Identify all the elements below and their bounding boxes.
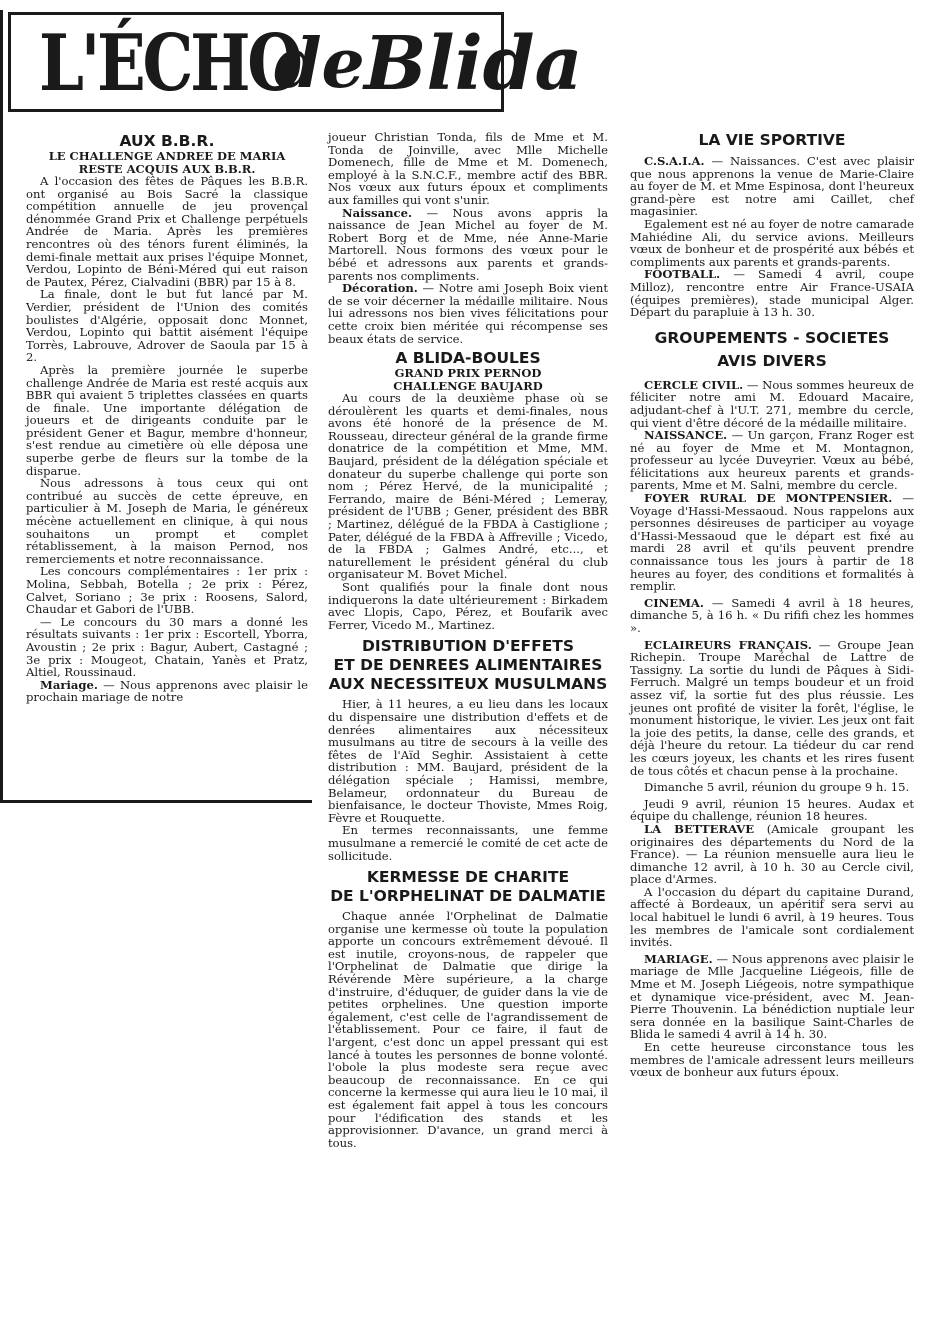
masthead-title-echo: L'ÉCHO — [39, 18, 300, 109]
article-title-kermesse-2: DE L'ORPHELINAT DE DALMATIE — [330, 887, 606, 906]
article-subtitle-bbr-1: LE CHALLENGE ANDREE DE MARIA — [48, 149, 286, 163]
paragraph: Chaque année l'Orphelinat de Dalmatie organise une kermesse où toute la population apporte un concours extrêmement dévoué. Il est inutile, croyons-nous, de rappeler que l'Orphelinat de Dalmatie que dirige la Révérende Mère supérieure, a la charge d'instruire, d'éduquer, de guider dans la vie de petites orphelines. Une question importe également, c'est celle de l'agrandissement de l'établissement. Pour ce faire, il faut de l'argent, c'est donc un appel pressant qui est lancé à toutes les personnes de bonne volonté. l'obole la plus modeste sera reçue avec beaucoup de reconnaissance. En ce qui concerne la kermesse qui aura lieu le 10 mai, il est également fait appel à tous les concours pour l'édification des stands et les approvisionner. D'avance, un grand merci à tous. — [328, 909, 608, 1150]
article-title-bbr: AUX B.B.R. — [119, 132, 215, 150]
paragraph: La finale, dont le but fut lancé par M. Verdier, président de l'Union des comités boulistes d'Algérie, opposait donc Monnet, Verdou, Lopinto qui battit aisément l'équipe Torrès, Labrouve, Adrover de Saoula par 15 à 2. — [26, 287, 308, 365]
paragraph: Au cours de la deuxième phase où se déroulèrent les quarts et demi-finales, nous avons été honoré de la présence de M. Rousseau, directeur général de la grande firme donatrice de la compétition et Mme, MM. Baujard, président de la délégation spéciale et donateur du superbe challenge qui porte son nom ; Pérez Hervé, de la municipalité ; Ferrando, maire de Béni-Méred ; Lemeray, président de l'UBB ; Gener, président des BBR ; Martinez, délégué de la FBDA à Castiglione ; Pater, délégué de la FBDA à Affreville ; Vicedo, de la FBDA ; Galmes André, etc..., et naturellement le président général du club organisateur M. Bovet Michel. — [328, 391, 608, 582]
paragraph-text: — Nous apprenons avec plaisir le prochain mariage de notre — [26, 677, 308, 705]
lead-in: Mariage. — [40, 677, 98, 692]
article-title-distribution-3: AUX NECESSITEUX MUSULMANS — [328, 675, 608, 694]
paragraph: Dimanche 5 avril, réunion du groupe 9 h. 15. — [644, 780, 910, 795]
paragraph-text: — Naissances. C'est avec plaisir que nous apprenons la venue de Marie-Claire au foyer de M. et Mme Espinosa, dont l'heureux grand-père est notre ami Caillet, chef magasinier. — [630, 154, 914, 219]
lead-in: FOOTBALL. — [644, 267, 721, 282]
paragraph-text: (Amicale groupant les originaires des départements du Nord de la France). — La réunion mensuelle aura lieu le dimanche 12 avril, à 10 h. 30 au Cercle civil, place d'Armes. — [630, 821, 914, 887]
paragraph-naissance — [328, 207, 608, 283]
paragraph: Nous adressons à tous ceux qui ont contribué au succès de cette épreuve, en particulier à M. Joseph de Maria, le généreux mécène actuellement en clinique, à qui nous souhaitons un prompt et complet rétablissement, à la maison Pernod, nos remerciements et notre reconnaissance. — [26, 476, 308, 566]
paragraph: Les concours complémentaires : 1er prix : Molina, Sebbah, Botella ; 2e prix : Pérez, Calvet, Soriano ; 3e prix : Roosens, Salord, Chaudar et Gabori de l'UBB. — [26, 564, 308, 617]
paragraph-eclaireurs — [630, 639, 914, 778]
article-title-boules: A BLIDA-BOULES — [395, 349, 541, 368]
lead-in: Naissance. — [342, 205, 412, 220]
lead-in: MARIAGE. — [644, 951, 713, 966]
paragraph-text: — Un garçon, Franz Roger est né au foyer de Mme et M. Montagnon, professeur au lycée Duveyrier. Vœux au bébé, félicitations aux heureux parents et grands-parents, Mme et M. Salni, membre du cercle. — [630, 428, 914, 493]
paragraph: A l'occasion des fêtes de Pâques les B.B.R. ont organisé au Bois Sacré la classique compétition annuelle de jeu provençal dénommée Grand Prix et Challenge perpétuels Andrée de Maria. Après les premières rencontres où des ténors furent éliminés, la demi-finale mettait aux prises l'équipe Monnet, Verdou, Lopinto de Béni-Méred qui eut raison de Pautex, Pérez, Cialvadini (BBR) par 15 à 8. — [26, 174, 308, 289]
paragraph: En termes reconnaissants, une femme musulmane a remercié le comité de cet acte de sollicitude. — [328, 823, 608, 863]
article-subtitle-boules-1: GRAND PRIX PERNOD — [394, 366, 542, 381]
paragraph: Sont qualifiés pour la finale dont nous indiquerons la date ultérieurement : Birkadem avec Llopis, Capo, Pérez, et Boufarik avec Ferrer, Vicedo M., Martinez. — [328, 580, 608, 632]
lead-in: Décoration. — [342, 281, 418, 296]
paragraph: Egalement est né au foyer de notre camarade Mahiédine Ali, du service avions. Meilleurs vœux de bonheur et de prospérité aux bébés et compliments aux parents et grands-parents. — [630, 216, 914, 269]
column-2 — [328, 131, 608, 1149]
masthead-title-blida: Blida — [364, 21, 583, 107]
column-rule-left — [0, 10, 3, 800]
paragraph-text: — Groupe Jean Richepin. Troupe Maréchal de Lattre de Tassigny. La sortie du lundi de Pâques à Sidi-Ferruch. Malgré un temps boudeur et un froid assez vif, la sortie fut des plus réussie. Les jeunes ont profité de visiter la forêt, l'église, le monument historique, le vivier. Les jeux ont fait la joie des petits, la danse, celle des grands, et déjà l'heure du retour. La tiédeur du car rend les cœurs joyeux, les chants et les rires fusent de tous côtés et chacun pense à la prochaine. — [630, 637, 914, 778]
paragraph-text: — Nous sommes heureux de féliciter notre ami M. Edouard Macaire, adjudant-chef à l'U.T. 271, membre du cercle, qui vient d'être décoré de la médaille militaire. — [630, 377, 914, 430]
paragraph-text: — Nous avons appris la naissance de Jean Michel au foyer de M. Robert Borg et de Mme, née Anne-Marie Martorell. Nous formons des vœux pour le bébé et adressons aux parents et grands-parents nos compliments. — [328, 205, 608, 283]
lead-in: LA BETTERAVE — [644, 821, 755, 836]
article-title-kermesse-1: KERMESSE DE CHARITE — [366, 868, 570, 887]
paragraph: Jeudi 9 avril, réunion 15 heures. Audax et équipe du challenge, réunion 18 heures. — [630, 796, 914, 824]
paragraph-text: — Samedi 4 avril à 18 heures, dimanche 5, à 16 h. « Du rififi chez les hommes ». — [630, 595, 914, 635]
paragraph: A l'occasion du départ du capitaine Durand, affecté à Bordeaux, un apéritif sera servi au local habituel le lundi 6 avril, à 19 heures. Tous les membres de l'amicale sont cordialement invités. — [630, 884, 914, 950]
paragraph-text: — Nous apprenons avec plaisir le mariage de Mlle Jacqueline Liégeois, fille de Mme et M. Joseph Liégeois, notre sympathique et dynamique vice-président, avec M. Jean-Pierre Thouvenin. La bénédiction nuptiale leur sera donnée en la basilique Saint-Charles de Blida le samedi 4 avril à 14 h. 30. — [630, 951, 914, 1042]
article-title-distribution-2: ET DE DENREES ALIMENTAIRES — [333, 656, 603, 675]
paragraph-mariage — [26, 679, 308, 704]
paragraph-text: — Samedi 4 avril, coupe Milloz), rencontre entre Air France-USAIA (équipes premières), stade municipal Alger. Départ du parapluie à 13 h. 30. — [630, 267, 914, 320]
paragraph: Hier, à 11 heures, a eu lieu dans les locaux du dispensaire une distribution d'effets et de denrées alimentaires aux nécessiteux musulmans au titre de secours à la veille des fêtes de l'Aïd Seghir. Assistaient à cette distribution : MM. Baujard, président de la délégation spéciale ; Hamissi, membre, Belameur, ordonnateur du Bureau de bienfaisance, le docteur Thoviste, Mmes Roig, Fèvre et Rouquette. — [328, 697, 608, 825]
lead-in: CERCLE CIVIL. — [644, 377, 744, 392]
paragraph-cercle — [630, 379, 914, 429]
paragraph-naissance — [630, 429, 914, 492]
paragraph-football — [630, 268, 914, 318]
paragraph-cinema — [630, 597, 914, 635]
paragraph: — Le concours du 30 mars a donné les résultats suivants : 1er prix : Escortell, Yborra, Avoustin ; 2e prix : Bagur, Aubert, Castagné ; 3e prix : Mougeot, Chatain, Yanès et Pratz, Altiel, Roussinaud. — [26, 614, 308, 680]
article-title-distribution-1: DISTRIBUTION D'EFFETS — [361, 637, 575, 656]
lead-in: NAISSANCE. — [644, 428, 728, 443]
paragraph-mariage — [630, 953, 914, 1041]
paragraph-foyer — [630, 492, 914, 593]
paragraph-csaia — [630, 155, 914, 218]
paragraph: Après la première journée le superbe challenge Andrée de Maria est resté acquis aux BBR qui avaient 5 triplettes classées en quarts de finale. Une importante délégation de joueurs et de dirigeants conduite par le président Gener et Bagur, membre d'honneur, s'est rendue au cimetière où elle déposa une superbe gerbe de fleurs sur la tombe de la disparue. — [26, 362, 308, 478]
article-subtitle-boules-2: CHALLENGE BAUJARD — [393, 378, 543, 393]
paragraph: En cette heureuse circonstance tous les membres de l'amicale adressent leurs meilleurs vœux de bonheur aux futurs époux. — [630, 1040, 914, 1080]
paragraph-decoration — [328, 282, 608, 345]
section-title-groupements-1: GROUPEMENTS - SOCIETES — [654, 328, 890, 347]
masthead-title-de: de — [274, 24, 365, 104]
paragraph: joueur Christian Tonda, fils de Mme et M. Tonda de Joinville, avec Mlle Michelle Domenech, fille de Mme et M. Domenech, employé à la S.N.C.F., membre actif des BBR. Nos vœux aux futurs époux et compliments aux familles qui vont s'unir. — [328, 130, 608, 207]
lead-in: CINEMA. — [644, 595, 704, 610]
column-1 — [26, 132, 308, 704]
lead-in: FOYER RURAL DE MONTPENSIER. — [644, 491, 893, 506]
lead-in: C.S.A.I.A. — [644, 154, 705, 168]
article-subtitle-bbr-2: RESTE ACQUIS AUX B.B.R. — [78, 161, 256, 176]
paragraph-betterave — [630, 823, 914, 886]
paragraph-text: — Voyage d'Hassi-Messaoud. Nous rappelons aux personnes désireuses de participer au voyage d'Hassi-Messaoud que le départ est fixé au mardi 28 avril et qu'ils peuvent prendre connaissance tous les jours à partir de 18 heures au foyer, des conditions et formalités à remplir. — [630, 491, 914, 594]
section-title-groupements-2: AVIS DIVERS — [717, 351, 827, 370]
paragraph-text: — Notre ami Joseph Boix vient de se voir décerner la médaille militaire. Nous lui adressons nos bien vives félicitations pour cette croix bien méritée qui récompense ses beaux états de service. — [328, 281, 608, 346]
column-rule-bottom — [0, 800, 312, 803]
section-title-sport: LA VIE SPORTIVE — [698, 131, 846, 149]
column-3 — [630, 131, 914, 1079]
lead-in: ECLAIREURS FRANÇAIS. — [644, 637, 812, 652]
masthead — [8, 12, 583, 112]
